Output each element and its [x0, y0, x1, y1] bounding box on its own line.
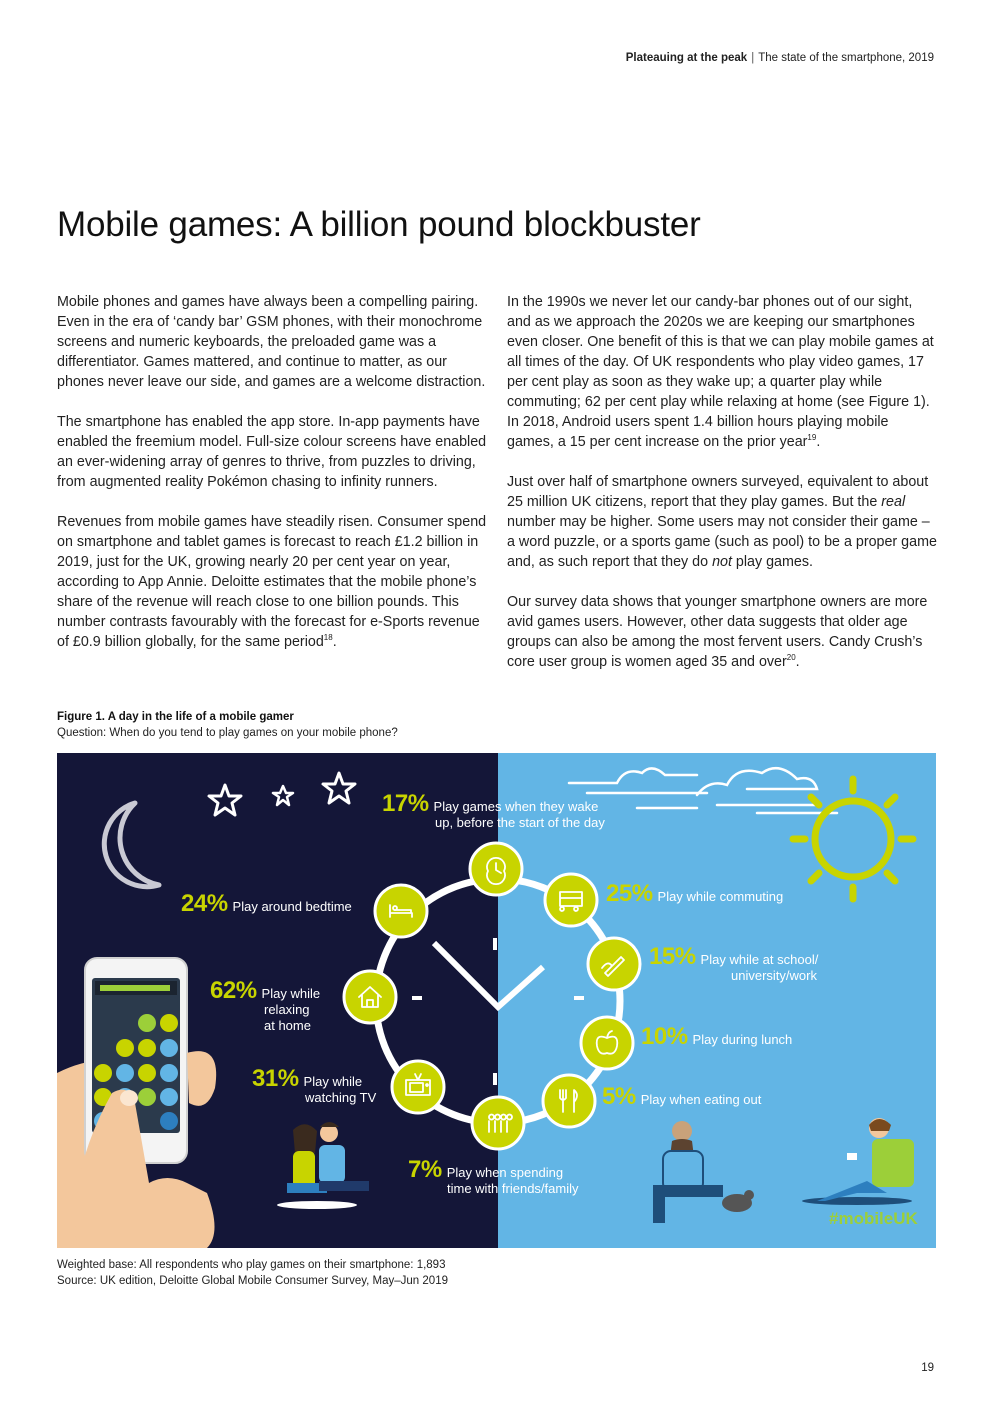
hashtag-label: #mobileUK [829, 1209, 918, 1228]
stat-commuting-percent: 25% [606, 880, 653, 907]
page-title: Mobile games: A billion pound blockbuster [57, 205, 701, 244]
right-paragraph-3-end: . [795, 654, 800, 670]
stat-eating-out [602, 1083, 762, 1110]
left-paragraph-3 [57, 512, 489, 652]
apple-icon [581, 1017, 633, 1069]
stat-eating-line1: Play when eating out [640, 1092, 762, 1107]
stat-bedtime [181, 890, 352, 917]
emphasis-not: not [712, 554, 732, 570]
header-section: Plateauing at the peak [625, 52, 748, 64]
emphasis-real: real [881, 494, 906, 510]
header-report: The state of the smartphone, 2019 [758, 52, 934, 64]
stat-school-line2: university/work [731, 968, 817, 983]
right-paragraph-2 [507, 472, 939, 572]
footnote-ref-19: 19 [807, 433, 817, 443]
figure-title: Figure 1. A day in the life of a mobile gamer [57, 711, 294, 723]
stat-friends-line1: Play when spending [446, 1165, 564, 1180]
footnote-ref-18: 18 [323, 633, 333, 643]
tv-icon [392, 1061, 444, 1113]
stat-friends-percent: 7% [408, 1156, 442, 1183]
stat-bedtime-line1: Play around bedtime [232, 899, 352, 914]
bus-icon [545, 874, 597, 926]
footnote-ref-20: 20 [786, 653, 796, 663]
right-paragraph-2-a: Just over half of smartphone owners surveyed, equivalent to about 25 million UK citizens, report that they play games. But the [507, 474, 929, 510]
figure-question: Question: When do you tend to play games on your mobile phone? [57, 727, 398, 739]
page-header [626, 52, 934, 64]
left-paragraph-3-end: . [332, 634, 337, 650]
stat-school-line1: Play while at school/ [700, 952, 819, 967]
stat-home-line2: relaxing [264, 1002, 310, 1017]
stat-lunch [641, 1023, 793, 1050]
right-paragraph-2-c: play games. [731, 554, 813, 570]
house-icon [344, 971, 396, 1023]
infographic [57, 753, 936, 1248]
stat-relaxing-home [210, 977, 321, 1034]
right-paragraph-1 [507, 292, 939, 452]
stat-home-line3: at home [264, 1018, 311, 1033]
left-paragraph-3-text: Revenues from mobile games have steadily risen. Consumer spend on smartphone and tablet games is forecast to reach £1.2 billion in 2019, just for the UK, growing nearly 20 per cent year on year, according to App Annie. Deloitte estimates that the mobile phone’s share of the revenue will reach close to one billion pounds. This number contrasts favourably with the forecast for e-Sports revenue of £0.9 billion globally, for the same period [57, 514, 487, 650]
bed-icon [375, 885, 427, 937]
stat-commuting-line1: Play while commuting [657, 889, 784, 904]
stat-wake-up-line1: Play games when they wake [433, 799, 599, 814]
stat-tv-line2: watching TV [305, 1090, 377, 1105]
stat-tv-line1: Play while [303, 1074, 363, 1089]
stat-friends-family [408, 1156, 579, 1197]
people-icon [472, 1097, 524, 1149]
left-paragraph-2: The smartphone has enabled the app store. In-app payments have enabled the freemium model. Full-size colour screens have enabled an ever-widening array of genres to thrive, from puzzles to driving, from augmented reality Pokémon chasing to infinity runners. [57, 414, 487, 490]
left-paragraph-1: Mobile phones and games have always been a compelling pairing. Even in the era of ‘candy bar’ GSM phones, with their monochrome screens and numeric keyboards, the preloaded game was a differentiator. Games mattered, and continue to matter, as our phones never leave our side, and games are a welcome distraction. [57, 294, 486, 390]
stat-wake-up-percent: 17% [382, 790, 429, 817]
stat-wake-up-line2: up, before the start of the day [435, 815, 605, 830]
header-separator: | [751, 52, 755, 64]
pen-icon [588, 938, 640, 990]
stat-home-line1: Play while [261, 986, 321, 1001]
stat-watching-tv [252, 1065, 377, 1106]
figure-source: Source: UK edition, Deloitte Global Mobile Consumer Survey, May–Jun 2019 [57, 1275, 448, 1287]
right-paragraph-1-text: In the 1990s we never let our candy-bar phones out of our sight, and as we approach the 2020s we are keeping our smartphones even closer. One benefit of this is that we can play mobile games at all times of the day. Of UK respondents who play video games, 17 per cent play as soon as they wake up; a quarter play while commuting; 62 per cent play while relaxing at home (see Figure 1). In 2018, Android users spent 1.4 billion hours playing mobile games, a 15 per cent increase on the prior year [507, 294, 934, 450]
stat-eating-percent: 5% [602, 1083, 636, 1110]
right-paragraph-3-text: Our survey data shows that younger smartphone owners are more avid games users. However, other data suggests that older age groups can also be among the most fervent users. Candy Crush’s core user group is women aged 35 and over [507, 594, 928, 670]
stat-wake-up [382, 790, 605, 831]
left-column [57, 292, 489, 672]
alarm-icon [470, 843, 522, 895]
page-number: 19 [921, 1362, 934, 1374]
cutlery-icon [543, 1075, 595, 1127]
stat-bedtime-percent: 24% [181, 890, 228, 917]
stat-lunch-percent: 10% [641, 1023, 688, 1050]
right-paragraph-1-end: . [816, 434, 821, 450]
stat-commuting [606, 880, 784, 907]
stat-school [649, 943, 819, 984]
stat-friends-line2: time with friends/family [447, 1181, 579, 1196]
stat-home-percent: 62% [210, 977, 257, 1004]
stat-tv-percent: 31% [252, 1065, 299, 1092]
right-paragraph-3 [507, 592, 939, 672]
right-paragraph-2-b: number may be higher. Some users may not consider their game – a word puzzle, or a sports game (such as pool) to be a proper game and, as such report that they do [507, 514, 937, 570]
stat-lunch-line1: Play during lunch [692, 1032, 793, 1047]
weighted-base: Weighted base: All respondents who play games on their smartphone: 1,893 [57, 1259, 446, 1271]
right-column [507, 292, 939, 692]
stat-school-percent: 15% [649, 943, 696, 970]
